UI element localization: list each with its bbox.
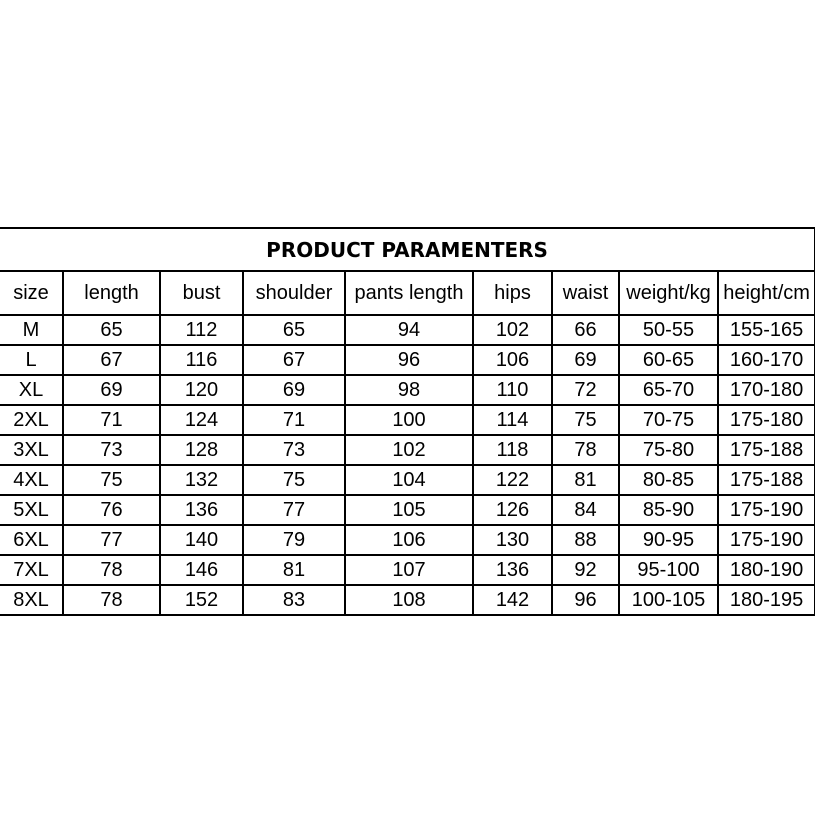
- cell-hips: 136: [473, 555, 552, 585]
- cell-height: 180-195: [718, 585, 815, 615]
- cell-pants-length: 100: [345, 405, 473, 435]
- cell-shoulder: 65: [243, 315, 345, 345]
- column-header-height: height/cm: [718, 271, 815, 315]
- table-row: [0, 405, 815, 435]
- cell-pants-length: 107: [345, 555, 473, 585]
- cell-height: 160-170: [718, 345, 815, 375]
- table-row: [0, 435, 815, 465]
- column-header-shoulder: shoulder: [243, 271, 345, 315]
- cell-shoulder: 69: [243, 375, 345, 405]
- column-header-waist: waist: [552, 271, 619, 315]
- cell-hips: 126: [473, 495, 552, 525]
- table-row: [0, 465, 815, 495]
- cell-size: M: [0, 315, 63, 345]
- cell-size: 2XL: [0, 405, 63, 435]
- cell-length: 78: [63, 585, 160, 615]
- table-row: [0, 525, 815, 555]
- table-row: [0, 375, 815, 405]
- cell-weight: 95-100: [619, 555, 718, 585]
- cell-size: 4XL: [0, 465, 63, 495]
- cell-bust: 112: [160, 315, 243, 345]
- size-chart-table: [0, 227, 815, 616]
- cell-length: 69: [63, 375, 160, 405]
- cell-size: 5XL: [0, 495, 63, 525]
- cell-length: 77: [63, 525, 160, 555]
- cell-height: 155-165: [718, 315, 815, 345]
- cell-pants-length: 108: [345, 585, 473, 615]
- cell-pants-length: 105: [345, 495, 473, 525]
- cell-length: 78: [63, 555, 160, 585]
- cell-weight: 60-65: [619, 345, 718, 375]
- cell-waist: 96: [552, 585, 619, 615]
- cell-pants-length: 96: [345, 345, 473, 375]
- cell-size: 7XL: [0, 555, 63, 585]
- cell-weight: 100-105: [619, 585, 718, 615]
- cell-weight: 65-70: [619, 375, 718, 405]
- cell-pants-length: 94: [345, 315, 473, 345]
- cell-size: L: [0, 345, 63, 375]
- table-row: [0, 585, 815, 615]
- cell-pants-length: 102: [345, 435, 473, 465]
- column-header-bust: bust: [160, 271, 243, 315]
- cell-length: 71: [63, 405, 160, 435]
- cell-height: 175-190: [718, 525, 815, 555]
- cell-bust: 120: [160, 375, 243, 405]
- cell-hips: 106: [473, 345, 552, 375]
- cell-shoulder: 77: [243, 495, 345, 525]
- cell-bust: 146: [160, 555, 243, 585]
- cell-waist: 92: [552, 555, 619, 585]
- cell-shoulder: 67: [243, 345, 345, 375]
- cell-waist: 81: [552, 465, 619, 495]
- cell-size: 8XL: [0, 585, 63, 615]
- cell-pants-length: 104: [345, 465, 473, 495]
- chart-title: PRODUCT PARAMENTERS: [0, 228, 815, 271]
- cell-height: 175-190: [718, 495, 815, 525]
- table-row: [0, 315, 815, 345]
- cell-waist: 75: [552, 405, 619, 435]
- table-row: [0, 345, 815, 375]
- cell-pants-length: 98: [345, 375, 473, 405]
- cell-hips: 118: [473, 435, 552, 465]
- cell-hips: 122: [473, 465, 552, 495]
- cell-hips: 142: [473, 585, 552, 615]
- cell-size: XL: [0, 375, 63, 405]
- cell-bust: 128: [160, 435, 243, 465]
- cell-shoulder: 75: [243, 465, 345, 495]
- cell-waist: 84: [552, 495, 619, 525]
- cell-shoulder: 79: [243, 525, 345, 555]
- table-row: [0, 495, 815, 525]
- cell-length: 76: [63, 495, 160, 525]
- cell-shoulder: 81: [243, 555, 345, 585]
- cell-weight: 85-90: [619, 495, 718, 525]
- cell-length: 73: [63, 435, 160, 465]
- cell-bust: 140: [160, 525, 243, 555]
- cell-pants-length: 106: [345, 525, 473, 555]
- cell-bust: 124: [160, 405, 243, 435]
- size-rows: [0, 315, 815, 615]
- cell-hips: 114: [473, 405, 552, 435]
- cell-bust: 132: [160, 465, 243, 495]
- cell-waist: 66: [552, 315, 619, 345]
- column-header-length: length: [63, 271, 160, 315]
- column-header-pants-length: pants length: [345, 271, 473, 315]
- cell-length: 65: [63, 315, 160, 345]
- column-header-hips: hips: [473, 271, 552, 315]
- cell-shoulder: 73: [243, 435, 345, 465]
- cell-size: 3XL: [0, 435, 63, 465]
- cell-bust: 116: [160, 345, 243, 375]
- cell-waist: 88: [552, 525, 619, 555]
- cell-weight: 80-85: [619, 465, 718, 495]
- cell-hips: 110: [473, 375, 552, 405]
- title-row: [0, 228, 815, 271]
- cell-length: 67: [63, 345, 160, 375]
- cell-height: 175-188: [718, 435, 815, 465]
- cell-height: 175-180: [718, 405, 815, 435]
- cell-shoulder: 71: [243, 405, 345, 435]
- column-header-weight: weight/kg: [619, 271, 718, 315]
- cell-waist: 69: [552, 345, 619, 375]
- header-row: [0, 271, 815, 315]
- cell-weight: 70-75: [619, 405, 718, 435]
- cell-shoulder: 83: [243, 585, 345, 615]
- cell-length: 75: [63, 465, 160, 495]
- cell-height: 170-180: [718, 375, 815, 405]
- cell-weight: 75-80: [619, 435, 718, 465]
- column-header-size: size: [0, 271, 63, 315]
- cell-bust: 136: [160, 495, 243, 525]
- cell-weight: 90-95: [619, 525, 718, 555]
- table-row: [0, 555, 815, 585]
- cell-bust: 152: [160, 585, 243, 615]
- cell-height: 175-188: [718, 465, 815, 495]
- cell-waist: 78: [552, 435, 619, 465]
- cell-hips: 130: [473, 525, 552, 555]
- cell-height: 180-190: [718, 555, 815, 585]
- cell-size: 6XL: [0, 525, 63, 555]
- cell-weight: 50-55: [619, 315, 718, 345]
- cell-waist: 72: [552, 375, 619, 405]
- cell-hips: 102: [473, 315, 552, 345]
